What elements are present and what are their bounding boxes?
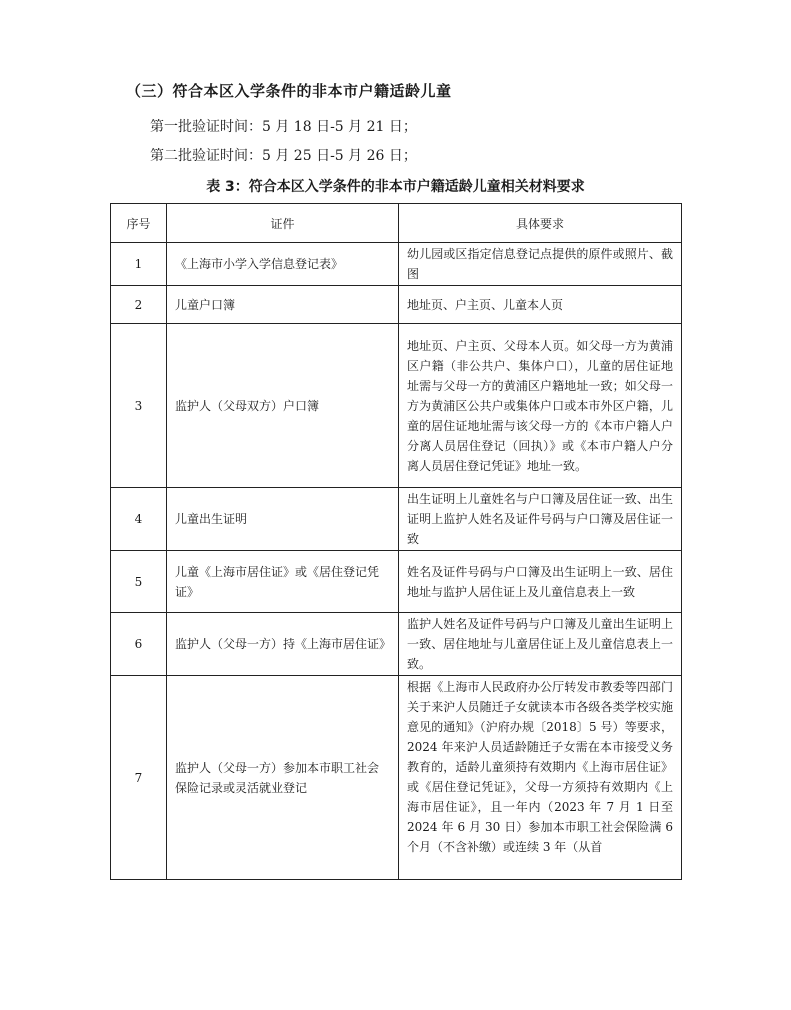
row-requirement: 姓名及证件号码与户口簿及出生证明上一致、居住地址与监护人居住证上及儿童信息表上一致 (399, 551, 682, 613)
materials-table (110, 203, 682, 880)
table-row (111, 551, 682, 613)
second-batch-time: 第二批验证时间：5 月 25 日-5 月 26 日； (150, 148, 417, 164)
table-row (111, 324, 682, 488)
section-heading: （三）符合本区入学条件的非本市户籍适龄儿童 (126, 82, 452, 100)
row-requirement: 幼儿园或区指定信息登记点提供的原件或照片、截图 (399, 243, 682, 286)
table-row (111, 488, 682, 551)
row-requirement: 出生证明上儿童姓名与户口簿及居住证一致、出生证明上监护人姓名及证件号码与户口簿及居住证一致 (399, 488, 682, 551)
header-certificate: 证件 (167, 204, 399, 243)
row-certificate: 儿童户口簿 (167, 286, 399, 324)
row-number: 4 (111, 488, 167, 551)
row-number: 2 (111, 286, 167, 324)
row-number: 6 (111, 613, 167, 676)
row-requirement: 地址页、户主页、父母本人页。如父母一方为黄浦区户籍（非公共户、集体户口），儿童的居住证地址需与父母一方的黄浦区户籍地址一致；如父母一方为黄浦区公共户或集体户口或本市外区户籍，儿童的居住证地址需与该父母一方的《本市户籍人户分离人员居住登记（回执）》或《本市户籍人户分离人员居住登记凭证》地址一致。 (399, 324, 682, 488)
table-row (111, 613, 682, 676)
row-certificate: 监护人（父母一方）持《上海市居住证》 (167, 613, 399, 676)
row-certificate: 监护人（父母一方）参加本市职工社会保险记录或灵活就业登记 (167, 676, 399, 880)
row-number: 1 (111, 243, 167, 286)
row-requirement: 根据《上海市人民政府办公厅转发市教委等四部门关于来沪人员随迁子女就读本市各级各类学校实施意见的通知》（沪府办规〔2018〕5 号）等要求，2024 年来沪人员适龄随迁子女需在本市接受义务教育的，适龄儿童须持有效期内《上海市居住证》或《居住登记凭证》，父母一方须持有效期内《上海市居住证》，且一年内（2023 年 7 月 1 日至 2024 年 6 月 30 日）参加本市职工社会保险满 6 个月（不含补缴）或连续 3 年（从首 (399, 676, 682, 880)
row-requirement: 地址页、户主页、儿童本人页 (399, 286, 682, 324)
table-caption: 表 3：符合本区入学条件的非本市户籍适龄儿童相关材料要求 (206, 179, 585, 195)
first-batch-time: 第一批验证时间：5 月 18 日-5 月 21 日； (150, 119, 417, 135)
table-row (111, 676, 682, 880)
row-certificate: 儿童《上海市居住证》或《居住登记凭证》 (167, 551, 399, 613)
row-certificate: 儿童出生证明 (167, 488, 399, 551)
table-row (111, 243, 682, 286)
header-number: 序号 (111, 204, 167, 243)
table-row (111, 286, 682, 324)
row-certificate: 监护人（父母双方）户口簿 (167, 324, 399, 488)
header-requirement: 具体要求 (399, 204, 682, 243)
row-number: 5 (111, 551, 167, 613)
row-requirement: 监护人姓名及证件号码与户口簿及儿童出生证明上一致、居住地址与儿童居住证上及儿童信息表上一致。 (399, 613, 682, 676)
row-certificate: 《上海市小学入学信息登记表》 (167, 243, 399, 286)
row-number: 7 (111, 676, 167, 880)
table-header-row (111, 204, 682, 243)
row-number: 3 (111, 324, 167, 488)
